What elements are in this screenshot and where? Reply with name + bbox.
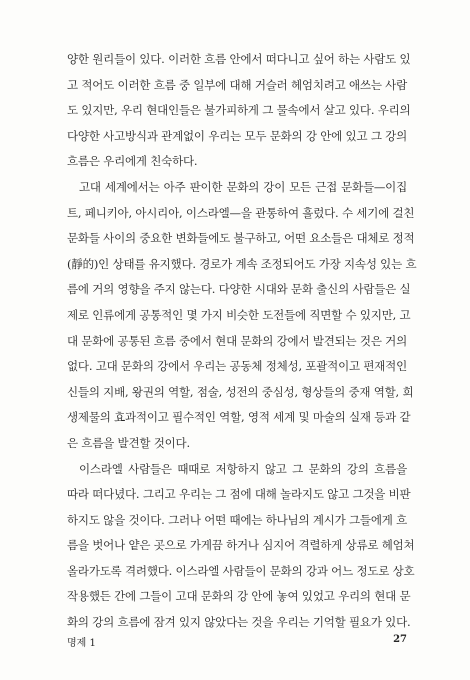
text-line: 대 문화에 공통된 흐름 중에서 현대 문화의 강에서 발견되는 것은 거의 (67, 333, 408, 348)
page-number: 27 (393, 634, 407, 645)
text-line: 따라 떠다녔다. 그리고 우리는 그 점에 대해 놀라지도 않고 그것을 비판 (67, 487, 411, 502)
text-line: 고대 세계에서는 아주 판이한 문화의 강이 모든 근접 문화들—이집 (79, 179, 407, 194)
text-line: 신들의 지배, 왕권의 역할, 점술, 성전의 중심성, 형상들의 중재 역할, 희 (67, 384, 414, 399)
paragraph (67, 47, 411, 175)
text-line: 트, 페니키아, 아시리아, 이스라엘—을 관통하여 흘렀다. 수 세기에 걸친 (67, 205, 415, 220)
text-line: 다양한 사고방식과 관계없이 우리는 모두 문화의 강 안에 있고 그 강의 (67, 128, 408, 143)
text-line: 작용했든 간에 그들이 고대 문화의 강 안에 놓여 있었고 우리의 현대 문 (67, 589, 411, 604)
text-line: 화의 강의 흐름에 잠겨 있지 않았다는 것을 우리는 기억할 필요가 있다. (67, 615, 411, 630)
text-line: 올라가도록 격려했다. 이스라엘 사람들이 문화의 강과 어느 정도로 상호 (67, 563, 415, 578)
text-line: 이스라엘 사람들은 때때로 저항하지 않고 그 문화의 강의 흐름을 (79, 461, 407, 476)
text-line: 하지도 않을 것이다. 그러나 어떤 때에는 하나님의 계시가 그들에게 흐 (67, 512, 408, 527)
text-line: 문화들 사이의 중요한 변화들에도 불구하고, 어떤 요소들은 대체로 정적 (67, 231, 415, 246)
text-line: 고 적어도 이러한 흐름 중 일부에 대해 거슬러 헤엄치려고 애쓰는 사람 (67, 77, 408, 92)
text-line: (靜的)인 상태를 유지했다. 경로가 계속 조정되어도 가장 지속성 있는 흐 (67, 256, 417, 271)
text-line: 양한 원리들이 있다. 이러한 흐름 안에서 떠다니고 싶어 하는 사람도 있 (67, 52, 411, 66)
body-text (67, 47, 417, 636)
paragraph (67, 457, 415, 636)
text-line: 제로 인류에게 공통적인 몇 가지 비슷한 도전들에 직면할 수 있지만, 고 (67, 307, 411, 322)
text-line: 름에 거의 영향을 주지 않는다. 다양한 시대와 문화 출신의 사람들은 실 (67, 282, 411, 297)
text-line: 없다. 고대 문화의 강에서 우리는 공동체 정체성, 포괄적이고 편재적인 (67, 359, 408, 374)
paragraph (67, 175, 417, 457)
text-line: 생제물의 효과적이고 필수적인 역할, 영적 세계 및 마술의 실재 등과 같 (67, 410, 411, 425)
running-footer-section: 명제 1 (67, 638, 96, 649)
text-line: 은 흐름을 발견할 것이다. (67, 435, 190, 450)
text-line: 도 있지만, 우리 현대인들은 불가피하게 그 물속에서 살고 있다. 우리의 (67, 103, 411, 118)
page-footer (67, 634, 407, 649)
text-line: 름을 벗어나 얕은 곳으로 가게끔 하거나 심지어 격렬하게 상류로 헤엄쳐 (67, 538, 415, 553)
text-line: 흐름은 우리에게 친숙하다. (67, 154, 198, 169)
